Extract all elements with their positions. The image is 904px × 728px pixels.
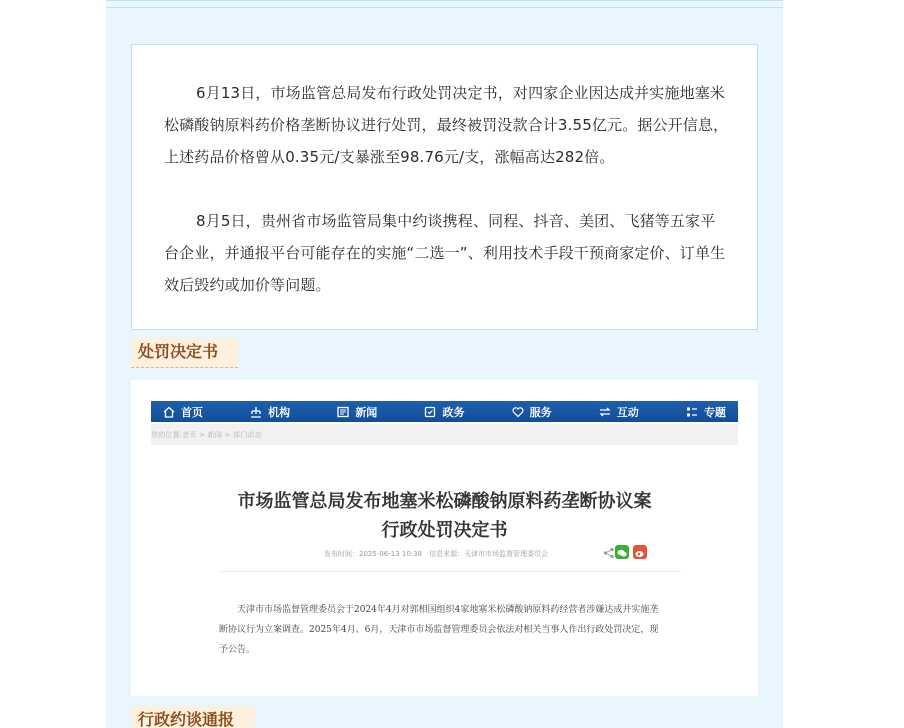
article-paragraph-2: 8月5日，贵州省市场监管局集中约谈携程、同程、抖音、美团、飞猪等五家平台企业，并通报平台可能存在的实施“二选一”、利用技术手段干预商家定价、订单生效后毁约或加价等问题。 xyxy=(164,212,726,294)
nav-item-topics[interactable] xyxy=(686,404,726,420)
nav-label: 服务 xyxy=(529,405,552,419)
nav-label: 互动 xyxy=(616,405,639,419)
document-title-line-2: 行政处罚决定书 xyxy=(381,520,508,541)
document-title-line-1: 市场监管总局发布地塞米松磷酸钠原料药垄断协议案 xyxy=(237,491,652,512)
organization-icon xyxy=(250,406,262,418)
article-text-box xyxy=(131,44,758,330)
nav-label: 机构 xyxy=(268,405,291,419)
affairs-icon xyxy=(424,406,436,418)
nav-label: 新闻 xyxy=(355,405,378,419)
news-icon xyxy=(337,406,349,418)
nav-item-service[interactable] xyxy=(512,404,552,420)
publish-meta: 发布时间：2025-06-13 10:38 信息来源：天津市市场监督管理委员会 xyxy=(324,550,549,558)
exchange-icon xyxy=(599,406,611,418)
wechat-share-icon[interactable] xyxy=(615,545,629,559)
nav-item-news[interactable] xyxy=(337,404,377,420)
nav-label: 首页 xyxy=(181,405,203,419)
document-body: 天津市市场监督管理委员会于2024年4月对郭相国组织4家地塞米松磷酸钠原料药经营者涉嫌达成并实施垄断协议行为立案调查。2025年4月、6月，天津市市场监督管理委员会依法对相关当事人作出行政处罚决定，现予公告。 xyxy=(219,605,659,655)
top-divider xyxy=(106,7,783,8)
section-title-administrative-talks: 行政约谈通报 xyxy=(131,706,255,728)
grid-list-icon xyxy=(686,406,698,418)
nav-item-affairs[interactable] xyxy=(424,404,464,420)
article-paragraph-1: 6月13日，市场监管总局发布行政处罚决定书，对四家企业因达成并实施地塞米松磷酸钠原料药价格垄断协议进行处罚，最终被罚没款合计3.55亿元。据公开信息，上述药品价格曾从0.35元/支暴涨至98.76元/支，涨幅高达282倍。 xyxy=(164,84,729,166)
nav-label: 专题 xyxy=(703,405,726,419)
article-panel xyxy=(106,0,783,728)
nav-label: 政务 xyxy=(442,405,465,419)
breadcrumb: 您的位置:首页 > 新闻 > 部门动态 xyxy=(151,431,262,439)
heart-icon xyxy=(512,406,524,418)
nav-item-organization[interactable] xyxy=(250,404,290,420)
share-icon[interactable] xyxy=(602,545,616,559)
home-icon xyxy=(163,406,175,418)
nav-item-home[interactable] xyxy=(163,404,203,420)
site-nav-bar xyxy=(151,401,738,422)
embedded-screenshot xyxy=(131,380,758,696)
nav-item-interaction[interactable] xyxy=(599,404,639,420)
breadcrumb-bar xyxy=(151,424,738,445)
section-title-penalty: 处罚决定书 xyxy=(131,338,238,368)
meta-divider xyxy=(221,571,681,572)
weibo-share-icon[interactable] xyxy=(633,545,647,559)
